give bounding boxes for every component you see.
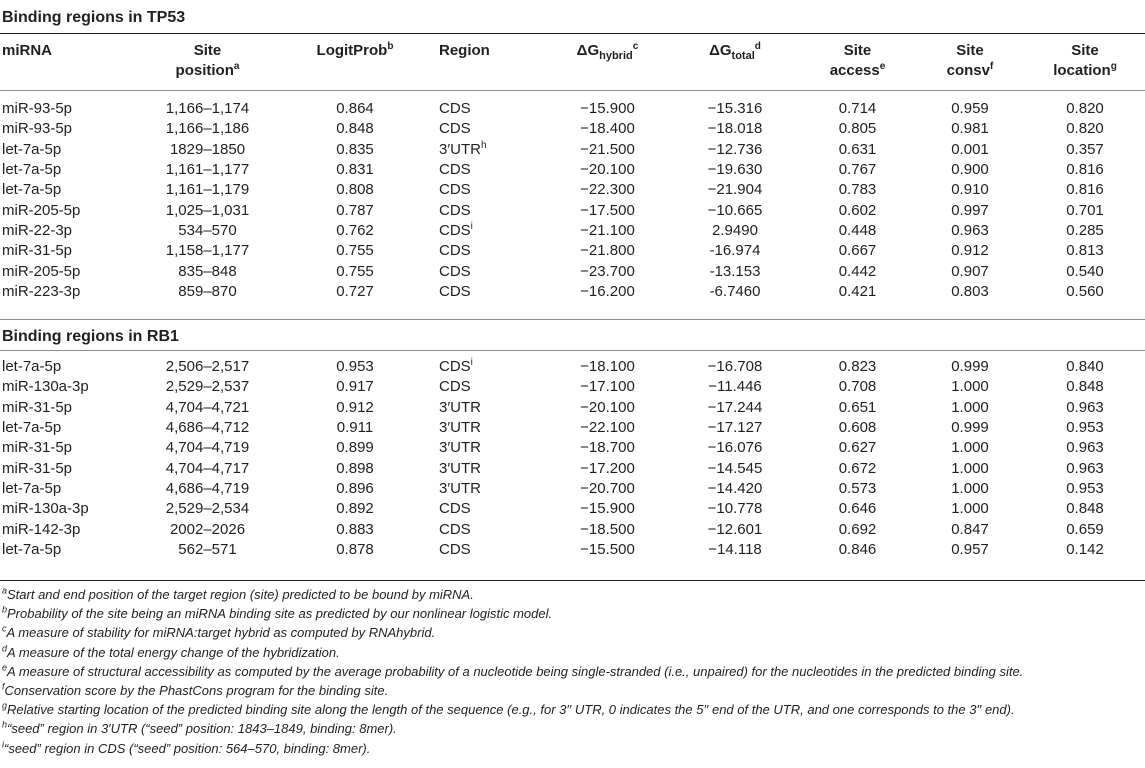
cell-site-location: 0.963 (1066, 459, 1104, 477)
cell-mirna: miR-93-5p (2, 100, 73, 118)
cell-dg-hybrid: −15.900 (580, 500, 635, 518)
cell-mirna: let-7a-5p (2, 140, 62, 158)
header-site-position: Site position$^a$ (175, 42, 240, 79)
cell-region: CDS (439, 378, 471, 396)
footnote-b: $^b$Probability of the site being an miRNA binding site as predicted by our nonlinear logistic model. (2, 604, 553, 622)
cell-dg-total: -6.7460 (709, 282, 761, 300)
cell-logitprob: 0.727 (336, 282, 374, 300)
table-row (0, 261, 1145, 281)
table-row (0, 458, 1145, 478)
cell-site-position: 2002–2026 (169, 520, 246, 538)
cell-dg-hybrid: −15.500 (580, 540, 635, 558)
cell-site-position: 4,704–4,719 (165, 439, 250, 457)
cell-site-position: 4,686–4,719 (165, 479, 250, 497)
cell-dg-hybrid: −16.200 (580, 282, 635, 300)
cell-site-position: 1829–1850 (169, 140, 246, 158)
cell-dg-total: −10.665 (707, 201, 763, 219)
cell-site-consv: 1.000 (951, 479, 989, 497)
section-title-tp53: Binding regions in TP53 (2, 9, 186, 26)
cell-site-consv: 0.847 (951, 520, 989, 538)
cell-site-consv: 0.910 (951, 181, 989, 199)
cell-site-access: 0.767 (838, 161, 877, 179)
cell-mirna: let-7a-5p (2, 161, 62, 179)
footnote-h: $^h$“seed” region in 3′UTR (“seed” position: 1843–1849, binding: 8mer). (2, 720, 397, 737)
top-rule (0, 33, 1145, 34)
cell-mirna: miR-130a-3p (2, 500, 89, 518)
cell-mirna: miR-31-5p (2, 398, 73, 416)
cell-site-position: 1,166–1,174 (165, 100, 250, 118)
cell-region: 3′UTR$^h$ (439, 139, 487, 158)
cell-site-consv: 0.999 (951, 419, 989, 437)
cell-site-consv: 1.000 (951, 398, 989, 416)
cell-dg-hybrid: −20.100 (580, 161, 635, 179)
footnote-d: $^d$A measure of the total energy change of the hybridization. (2, 643, 340, 660)
cell-region: CDS (439, 120, 471, 138)
cell-logitprob: 0.831 (336, 161, 374, 179)
header-site-access: Site access$^e$ (829, 42, 886, 79)
cell-site-consv: 0.999 (951, 358, 989, 376)
cell-mirna: miR-223-3p (2, 282, 81, 300)
cell-region: 3′UTR (439, 439, 481, 457)
cell-site-position: 4,704–4,721 (165, 398, 250, 416)
cell-logitprob: 0.787 (336, 201, 374, 219)
table-row (0, 438, 1145, 458)
cell-site-consv: 0.997 (951, 201, 989, 219)
cell-site-location: 0.816 (1066, 161, 1104, 179)
cell-site-location: 0.357 (1066, 140, 1104, 158)
cell-site-location: 0.848 (1066, 378, 1104, 396)
cell-site-location: 0.701 (1066, 201, 1104, 219)
cell-dg-total: −19.630 (707, 161, 763, 179)
cell-site-position: 835–848 (178, 262, 237, 280)
cell-region: 3′UTR (439, 398, 481, 416)
cell-region: CDS (439, 262, 471, 280)
cell-site-access: 0.672 (838, 459, 877, 477)
cell-mirna: let-7a-5p (2, 419, 62, 437)
cell-site-access: 0.602 (838, 201, 877, 219)
cell-site-consv: 0.912 (951, 242, 989, 260)
cell-dg-total: −14.118 (708, 540, 762, 558)
cell-site-position: 4,686–4,712 (165, 419, 250, 437)
table-row (0, 200, 1145, 220)
table-row (0, 519, 1145, 539)
cell-site-consv: 0.957 (951, 540, 989, 558)
header-mirna: miRNA (2, 42, 53, 59)
cell-logitprob: 0.917 (336, 378, 374, 396)
cell-dg-hybrid: −20.700 (580, 479, 635, 497)
cell-site-consv: 1.000 (951, 459, 989, 477)
cell-logitprob: 0.808 (336, 181, 374, 199)
cell-mirna: miR-130a-3p (2, 378, 89, 396)
cell-site-consv: 0.001 (951, 140, 989, 158)
cell-site-position: 2,529–2,534 (165, 500, 250, 518)
cell-logitprob: 0.878 (336, 540, 374, 558)
cell-dg-total: −12.736 (707, 140, 763, 158)
cell-region: 3′UTR (439, 479, 481, 497)
cell-mirna: let-7a-5p (2, 479, 62, 497)
cell-site-position: 534–570 (178, 221, 237, 239)
cell-site-access: 0.421 (838, 282, 877, 300)
table-row (0, 282, 1145, 302)
cell-site-position: 1,025–1,031 (165, 201, 250, 219)
cell-site-position: 859–870 (178, 282, 237, 300)
cell-site-location: 0.813 (1066, 242, 1104, 260)
cell-region: CDS (439, 201, 471, 219)
cell-mirna: miR-205-5p (2, 262, 81, 280)
cell-dg-total: -13.153 (709, 262, 761, 280)
header-dg-hybrid: $\Delta G_{hybrid}^c$ (576, 41, 639, 62)
cell-logitprob: 0.883 (336, 520, 374, 538)
cell-mirna: miR-31-5p (2, 459, 73, 477)
cell-dg-hybrid: −15.900 (580, 100, 635, 118)
cell-logitprob: 0.953 (336, 358, 374, 376)
rb1-table-body (0, 357, 1145, 560)
header-rule (0, 90, 1145, 91)
cell-site-consv: 0.900 (951, 161, 989, 179)
cell-dg-total: −11.446 (708, 378, 762, 396)
header-dg-total: $\Delta G_{total}^d$ (709, 41, 761, 62)
cell-site-access: 0.783 (838, 181, 877, 199)
cell-mirna: let-7a-5p (2, 540, 62, 558)
cell-region: CDS$^i$ (439, 357, 473, 376)
header-site-consv: Site consv$^f$ (946, 42, 994, 79)
section-rule-2 (0, 350, 1145, 351)
cell-site-consv: 0.907 (951, 262, 989, 280)
cell-dg-total: −21.904 (707, 181, 763, 199)
cell-mirna: miR-22-3p (2, 221, 73, 239)
footnote-a: $^a$Start and end position of the target region (site) predicted to be bound by miRNA. (2, 585, 474, 602)
footnotes (2, 585, 1142, 758)
cell-dg-hybrid: −17.100 (580, 378, 635, 396)
cell-site-position: 4,704–4,717 (165, 459, 250, 477)
cell-logitprob: 0.864 (336, 100, 374, 118)
cell-dg-hybrid: −20.100 (580, 398, 635, 416)
table-row (0, 499, 1145, 519)
cell-site-access: 0.667 (838, 242, 877, 260)
table-row (0, 99, 1145, 119)
cell-site-location: 0.816 (1066, 181, 1104, 199)
cell-dg-total: −15.316 (707, 100, 763, 118)
cell-region: CDS (439, 242, 471, 260)
footnote-f: $^f$Conservation score by the PhastCons program for the binding site. (2, 681, 389, 699)
cell-site-location: 0.659 (1066, 520, 1104, 538)
footnote-e: $^e$A measure of structural accessibility as computed by the average probability of a nucleotide being single-stranded (i.e., unpaired) for the nucleotides in the predicted binding site. (2, 662, 1024, 679)
cell-site-position: 2,506–2,517 (165, 358, 250, 376)
table-row (0, 377, 1145, 397)
table-row (0, 479, 1145, 499)
cell-dg-total: −10.778 (707, 500, 763, 518)
cell-region: CDS (439, 161, 471, 179)
cell-region: CDS (439, 540, 471, 558)
cell-logitprob: 0.835 (336, 140, 374, 158)
cell-dg-total: −18.018 (707, 120, 763, 138)
cell-dg-hybrid: −21.100 (580, 221, 635, 239)
cell-dg-total: −17.127 (707, 419, 763, 437)
cell-logitprob: 0.755 (336, 262, 374, 280)
cell-site-access: 0.448 (838, 221, 877, 239)
cell-site-consv: 1.000 (951, 378, 989, 396)
cell-dg-hybrid: −17.500 (580, 201, 635, 219)
cell-site-position: 1,161–1,177 (165, 161, 250, 179)
cell-logitprob: 0.911 (336, 419, 374, 437)
cell-dg-total: -16.974 (709, 242, 761, 260)
cell-site-access: 0.627 (838, 439, 877, 457)
cell-site-location: 0.820 (1066, 120, 1104, 138)
cell-mirna: miR-93-5p (2, 120, 73, 138)
cell-site-consv: 0.959 (951, 100, 989, 118)
cell-site-access: 0.823 (838, 358, 877, 376)
cell-dg-total: 2.9490 (712, 221, 758, 239)
header-logitprob: LogitProb$^b$ (316, 41, 394, 59)
cell-dg-total: −14.420 (707, 479, 763, 497)
cell-mirna: miR-205-5p (2, 201, 81, 219)
cell-logitprob: 0.755 (336, 242, 374, 260)
cell-site-location: 0.285 (1066, 221, 1104, 239)
cell-logitprob: 0.912 (336, 398, 374, 416)
cell-logitprob: 0.896 (336, 479, 374, 497)
cell-region: CDS (439, 181, 471, 199)
table-row (0, 140, 1145, 160)
footnote-c: $^c$A measure of stability for miRNA:target hybrid as computed by RNAhybrid. (2, 624, 436, 641)
table-row (0, 398, 1145, 418)
cell-site-consv: 1.000 (951, 439, 989, 457)
cell-site-location: 0.963 (1066, 398, 1104, 416)
cell-mirna: let-7a-5p (2, 358, 62, 376)
section-title-rb1: Binding regions in RB1 (2, 328, 179, 345)
cell-site-access: 0.708 (838, 378, 877, 396)
table-row (0, 119, 1145, 139)
cell-region: CDS (439, 520, 471, 538)
cell-site-location: 0.953 (1066, 419, 1104, 437)
cell-dg-hybrid: −21.500 (580, 140, 635, 158)
cell-site-location: 0.540 (1066, 262, 1104, 280)
cell-site-access: 0.692 (838, 520, 877, 538)
table-row (0, 221, 1145, 241)
cell-site-location: 0.953 (1066, 479, 1104, 497)
cell-site-location: 0.848 (1066, 500, 1104, 518)
cell-site-access: 0.714 (838, 100, 877, 118)
cell-dg-hybrid: −21.800 (580, 242, 635, 260)
footnote-i: $^i$“seed” region in CDS (“seed” position: 564–570, binding: 8mer). (2, 739, 371, 756)
cell-dg-hybrid: −18.400 (580, 120, 635, 138)
cell-site-consv: 0.803 (951, 282, 989, 300)
cell-site-location: 0.963 (1066, 439, 1104, 457)
tp53-table-body (0, 99, 1145, 302)
cell-dg-hybrid: −18.700 (580, 439, 635, 457)
cell-dg-hybrid: −23.700 (580, 262, 635, 280)
cell-site-access: 0.646 (838, 500, 877, 518)
header-site-location: Site location$^g$ (1053, 42, 1117, 79)
cell-dg-total: −16.076 (707, 439, 763, 457)
cell-dg-hybrid: −17.200 (580, 459, 635, 477)
cell-region: 3′UTR (439, 419, 481, 437)
cell-region: CDS (439, 282, 471, 300)
cell-dg-hybrid: −22.300 (580, 181, 635, 199)
cell-site-consv: 0.981 (951, 120, 989, 138)
section-rule (0, 319, 1145, 320)
cell-site-access: 0.573 (838, 479, 877, 497)
table-header (0, 41, 1145, 81)
cell-dg-total: −16.708 (707, 358, 763, 376)
cell-region: CDS$^i$ (439, 220, 473, 239)
bottom-rule (0, 580, 1145, 581)
cell-site-position: 2,529–2,537 (165, 378, 250, 396)
table-row (0, 241, 1145, 261)
cell-site-position: 1,166–1,186 (165, 120, 250, 138)
cell-dg-hybrid: −18.500 (580, 520, 635, 538)
cell-dg-hybrid: −22.100 (580, 419, 635, 437)
cell-site-position: 562–571 (178, 540, 237, 558)
table-row (0, 357, 1145, 377)
cell-dg-hybrid: −18.100 (580, 358, 635, 376)
header-region: Region (439, 42, 490, 59)
footnote-g: $^g$Relative starting location of the predicted binding site along the length of the sequence (e.g., for 3′′ UTR, 0 indicates the 5′′ end of the UTR, and one corresponds to the 3′′ end). (2, 700, 1015, 718)
cell-dg-total: −14.545 (707, 459, 763, 477)
cell-site-consv: 1.000 (951, 500, 989, 518)
cell-site-access: 0.631 (838, 140, 877, 158)
cell-logitprob: 0.848 (336, 120, 374, 138)
cell-site-access: 0.846 (838, 540, 877, 558)
cell-mirna: miR-31-5p (2, 439, 73, 457)
cell-region: CDS (439, 500, 471, 518)
cell-region: 3′UTR (439, 459, 481, 477)
cell-mirna: miR-142-3p (2, 520, 81, 538)
table-row (0, 540, 1145, 560)
cell-logitprob: 0.892 (336, 500, 374, 518)
cell-site-position: 1,161–1,179 (165, 181, 250, 199)
cell-site-access: 0.651 (838, 398, 877, 416)
cell-site-position: 1,158–1,177 (165, 242, 250, 260)
cell-site-access: 0.442 (838, 262, 877, 280)
cell-site-consv: 0.963 (951, 221, 989, 239)
cell-site-location: 0.840 (1066, 358, 1104, 376)
cell-site-location: 0.560 (1066, 282, 1104, 300)
cell-region: CDS (439, 100, 471, 118)
cell-site-location: 0.820 (1066, 100, 1104, 118)
table-row (0, 180, 1145, 200)
table-row (0, 160, 1145, 180)
cell-site-location: 0.142 (1066, 540, 1104, 558)
cell-site-access: 0.805 (838, 120, 877, 138)
cell-logitprob: 0.899 (336, 439, 374, 457)
cell-mirna: miR-31-5p (2, 242, 73, 260)
cell-dg-total: −12.601 (707, 520, 763, 538)
cell-site-access: 0.608 (838, 419, 877, 437)
cell-logitprob: 0.898 (336, 459, 374, 477)
cell-logitprob: 0.762 (336, 221, 374, 239)
cell-dg-total: −17.244 (707, 398, 763, 416)
table-row (0, 418, 1145, 438)
cell-mirna: let-7a-5p (2, 181, 62, 199)
